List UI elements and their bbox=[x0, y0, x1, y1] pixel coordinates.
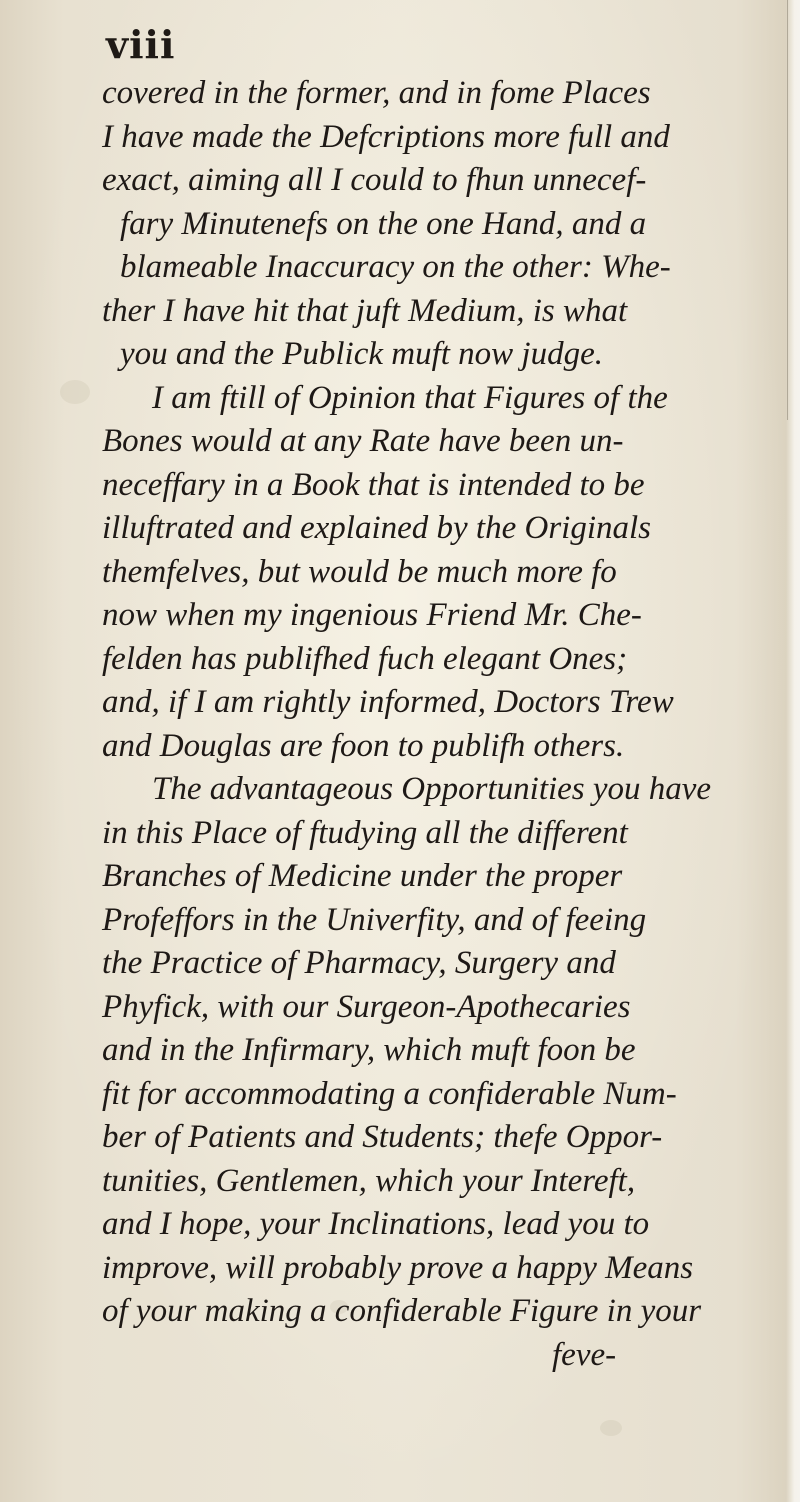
text-line: fary Minutenefs on the one Hand, and a bbox=[120, 205, 647, 242]
text-line: in this Place of ftudying all the different bbox=[102, 814, 628, 851]
text-line: felden has publifhed fuch elegant Ones; bbox=[102, 640, 628, 677]
text-line: themfelves, but would be much more fo bbox=[102, 553, 617, 590]
text-line: Phyfick, with our Surgeon-Apothecaries bbox=[102, 988, 631, 1025]
text-line: Profeffors in the Univerfity, and of feeing bbox=[102, 901, 647, 938]
text-line: the Practice of Pharmacy, Surgery and bbox=[102, 945, 616, 981]
text-line: improve, will probably prove a happy Means bbox=[102, 1249, 694, 1286]
paragraph-start-line: The advantageous Opportunities you have bbox=[152, 771, 712, 807]
text-line: neceffary in a Book that is intended to be bbox=[102, 466, 645, 503]
text-line: and I hope, your Inclinations, lead you to bbox=[102, 1206, 650, 1242]
text-line: I have made the Defcriptions more full and bbox=[102, 118, 670, 155]
text-line: Branches of Medicine under the proper bbox=[102, 858, 623, 894]
text-line: and, if I am rightly informed, Doctors Trew bbox=[102, 684, 674, 720]
text-line: covered in the former, and in fome Places bbox=[102, 75, 651, 111]
paragraph-start-line: I am ftill of Opinion that Figures of the bbox=[152, 379, 668, 416]
text-line: now when my ingenious Friend Mr. Che- bbox=[102, 597, 642, 633]
text-line: and in the Infirmary, which muft foon be bbox=[102, 1032, 636, 1068]
page-number: viii bbox=[106, 22, 176, 67]
catchword: feve- bbox=[552, 1336, 617, 1373]
text-line: tunities, Gentlemen, which your Intereft, bbox=[102, 1162, 636, 1199]
text-line: exact, aiming all I could to fhun unnecef- bbox=[102, 162, 647, 198]
text-line: you and the Publick muft now judge. bbox=[120, 336, 603, 372]
body-text bbox=[102, 72, 792, 1377]
paper-stain bbox=[600, 1420, 622, 1436]
text-line: of your making a confiderable Figure in your bbox=[102, 1293, 702, 1329]
text-line: illuftrated and explained by the Originals bbox=[102, 510, 652, 546]
text-line: blameable Inaccuracy on the other: Whe- bbox=[120, 249, 671, 285]
text-line: and Douglas are foon to publifh others. bbox=[102, 727, 625, 764]
text-line: ber of Patients and Students; thefe Oppor- bbox=[102, 1119, 663, 1155]
text-line: fit for accommodating a confiderable Num- bbox=[102, 1075, 677, 1112]
text-line: Bones would at any Rate have been un- bbox=[102, 423, 624, 459]
paper-stain bbox=[60, 380, 90, 404]
text-line: ther I have hit that juft Medium, is what bbox=[102, 292, 628, 329]
